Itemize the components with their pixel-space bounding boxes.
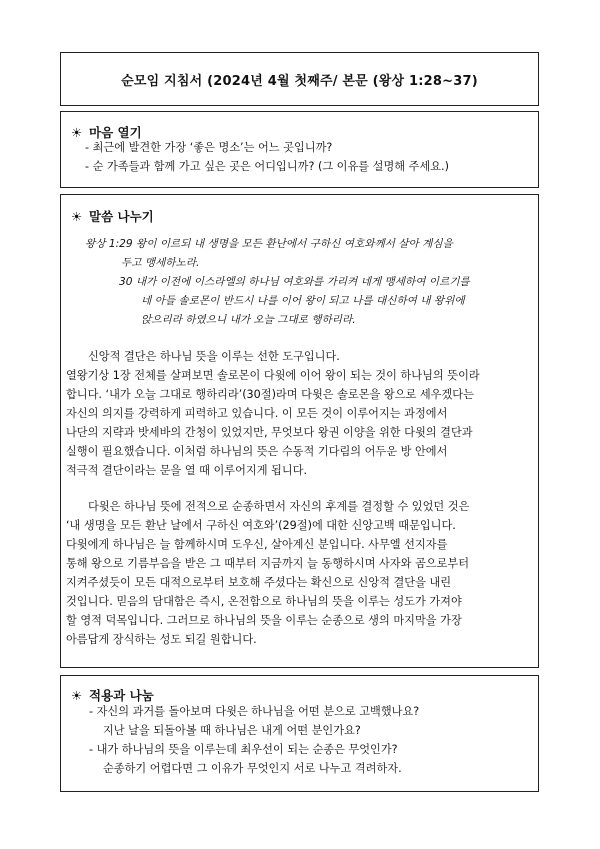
body-line: 나단의 지략과 밧세바의 간청이 있었지만, 무엇보다 왕권 이양을 위한 다윗의 결단과 bbox=[66, 426, 473, 439]
scripture-line: 왕상 1:29 왕이 이르되 내 생명을 모든 환난에서 구하신 여호와께서 살아 계심을 bbox=[85, 238, 453, 250]
sun-icon: ☀ bbox=[71, 209, 83, 224]
body-line: 다윗은 하나님 뜻에 전적으로 순종하면서 자신의 후계를 결정할 수 있었던 것은 bbox=[88, 500, 470, 513]
section-open-heart-heading bbox=[71, 123, 142, 141]
section-word-sharing-heading bbox=[71, 207, 154, 225]
body-line: 통해 왕으로 기름부음을 받은 그 때부터 지금까지 늘 동행하시며 사자와 곰으로부터 bbox=[66, 557, 470, 570]
heading-label: 마음 열기 bbox=[89, 125, 142, 140]
question-item: - 최근에 발견한 가장 ‘좋은 명소’는 어느 곳입니까? bbox=[85, 141, 333, 154]
body-line: 다윗에게 하나님은 늘 함께하시며 도우신, 살아계신 분입니다. 사무엘 선지자를 bbox=[66, 538, 448, 551]
question-item: - 순 가족들과 함께 가고 싶은 곳은 어디입니까? (그 이유를 설명해 주세요.) bbox=[85, 160, 449, 173]
section-open-heart bbox=[60, 111, 539, 188]
question-item: - 내가 하나님의 뜻을 이루는데 최우선이 되는 순종은 무엇인가? bbox=[89, 743, 398, 756]
question-item: - 자신의 과거를 돌아보며 다윗은 하나님을 어떤 분으로 고백했나요? bbox=[89, 705, 420, 718]
question-item: 지난 날을 되돌아볼 때 하나님은 내게 어떤 분인가요? bbox=[103, 724, 361, 737]
title-box bbox=[60, 52, 539, 106]
section-word-sharing bbox=[60, 194, 539, 668]
body-line: 할 영적 덕목입니다. 그러므로 하나님의 뜻을 이루는 순종으로 생의 마지막을 가장 bbox=[66, 614, 462, 627]
body-line: ‘내 생명을 모든 환난 날에서 구하신 여호와’(29절)에 대한 신앙고백 때문입니다. bbox=[66, 519, 456, 532]
body-line: 실행이 필요했습니다. 이처럼 하나님의 뜻은 수동적 기다림의 어두운 방 안에서 bbox=[66, 445, 448, 458]
body-line: 아름답게 장식하는 성도 되길 원합니다. bbox=[66, 633, 257, 646]
heading-label: 말씀 나누기 bbox=[89, 209, 154, 224]
sun-icon: ☀ bbox=[71, 125, 83, 140]
scripture-line: 네 아들 솔로몬이 반드시 나를 이어 왕이 되고 나를 대신하여 내 왕위에 bbox=[141, 295, 465, 307]
heading-label: 적용과 나눔 bbox=[89, 688, 154, 703]
sun-icon: ☀ bbox=[71, 688, 83, 703]
section-application bbox=[60, 675, 539, 792]
body-line: 합니다. ‘내가 오늘 그대로 행하리라’(30절)라며 다윗은 솔로몬을 왕으로 세우겠다는 bbox=[66, 388, 474, 401]
body-line: 자신의 의지를 강력하게 피력하고 있습니다. 이 모든 것이 이루어지는 과정에서 bbox=[66, 407, 448, 420]
scripture-line: 두고 맹세하노라. bbox=[121, 257, 200, 269]
body-line: 지켜주셨듯이 모든 대적으로부터 보호해 주셨다는 확신으로 신앙적 결단을 내린 bbox=[66, 576, 452, 589]
scripture-line: 앉으리라 하였으니 내가 오늘 그대로 행하리라. bbox=[141, 314, 356, 326]
body-line: 신앙적 결단은 하나님 뜻을 이루는 선한 도구입니다. bbox=[88, 350, 340, 363]
body-line: 열왕기상 1장 전체를 살펴보면 솔로몬이 다윗에 이어 왕이 되는 것이 하나님의 뜻이라 bbox=[66, 369, 480, 382]
body-line: 것입니다. 믿음의 담대함은 즉시, 온전함으로 하나님의 뜻을 이루는 성도가 가져야 bbox=[66, 595, 462, 608]
scripture-line: 30 내가 이전에 이스라엘의 하나님 여호와를 가리켜 네게 맹세하여 이르기를 bbox=[119, 276, 470, 288]
section-application-heading bbox=[71, 686, 154, 704]
question-item: 순종하기 어렵다면 그 이유가 무엇인지 서로 나누고 격려하자. bbox=[103, 762, 402, 775]
body-line: 적극적 결단이라는 문을 열 때 이루어지게 됩니다. bbox=[66, 464, 308, 477]
page-title: 순모임 지침서 (2024년 4월 첫째주/ 본문 (왕상 1:28~37) bbox=[121, 73, 478, 89]
